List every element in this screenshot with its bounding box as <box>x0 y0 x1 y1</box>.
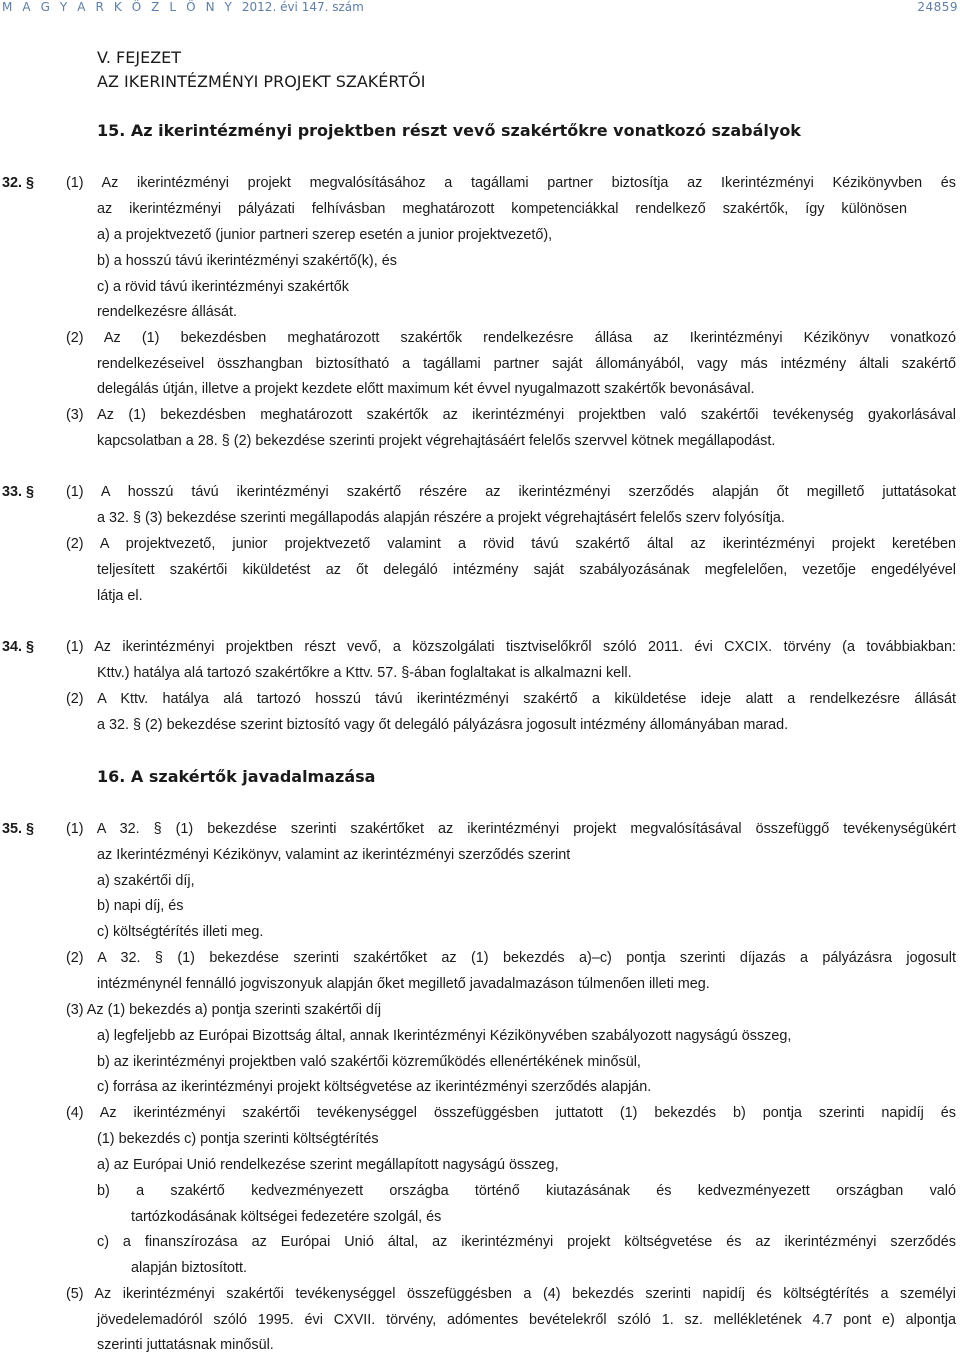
text-line: az ikerintézményi pályázati felhívásban meghatározott kompetenciákkal rendelkező szakértők, így különösen <box>97 201 907 217</box>
chapter-title: AZ IKERINTÉZMÉNYI PROJEKT SZAKÉRTŐI <box>97 72 426 91</box>
text-line: (2) A Kttv. hatálya alá tartozó hosszú távú ikerintézményi szakértő a kiküldetése ideje alatt a rendelkezésre állását <box>66 691 956 707</box>
paragraph-number-32: 32. § <box>2 175 35 191</box>
text-line: teljesített szakértői kiküldetést az őt delegáló intézmény saját szabályozásának megfelelően, vezetője engedélyével <box>97 562 956 578</box>
section-15-title: 15. Az ikerintézményi projektben részt vevő szakértőkre vonatkozó szabályok <box>97 121 801 140</box>
text-line: rendelkezéseivel összhangban biztosítható a tagállami partner saját állományából, vagy más intézmény általi szakértő <box>97 356 956 372</box>
text-line: (2) A projektvezető, junior projektvezető valamint a rövid távú szakértő által az ikerintézményi projekt keretében <box>66 536 956 552</box>
text-line: (3) Az (1) bekezdésben meghatározott szakértők az ikerintézményi projektben való szakértői tevékenység gyakorlásával <box>66 407 956 423</box>
text-line: (1) A hosszú távú ikerintézményi szakértő részére az ikerintézményi szerződés alapján őt megillető juttatásokat <box>66 484 956 500</box>
text-line: alapján biztosított. <box>131 1260 247 1276</box>
running-header <box>0 0 960 22</box>
text-line: rendelkezésre állását. <box>97 304 237 320</box>
page-number: 24859 <box>917 0 958 14</box>
list-item: b) a szakértő kedvezményezett országba történő kiutazásának és kedvezményezett országban való <box>97 1183 956 1199</box>
text-line: látja el. <box>97 588 143 604</box>
text-line: szerinti juttatásnak minősül. <box>97 1337 274 1353</box>
list-item: c) a finanszírozása az Európai Unió által, az ikerintézményi projekt költségvetése és az ikerintézményi szerződés <box>97 1234 956 1250</box>
list-item: a) a projektvezető (junior partneri szerep esetén a junior projektvezető), <box>97 227 553 243</box>
list-item: c) költségtérítés illeti meg. <box>97 924 264 940</box>
text-line: (5) Az ikerintézményi szakértői tevékenységgel összefüggésben a (4) bekezdés szerinti napidíj és költségtérítés a személyi <box>66 1286 956 1302</box>
section-16-title: 16. A szakértők javadalmazása <box>97 767 376 786</box>
paragraph-number-34: 34. § <box>2 639 35 655</box>
text-line: jövedelemadóról szóló 1995. évi CXVII. törvény, adómentes bevételekről szóló 1. sz. mellékletének 4.7 pont e) alpontja <box>97 1312 956 1328</box>
text-line: kapcsolatban a 28. § (2) bekezdése szerinti projekt végrehajtásáért felelős szervvel kötnek megállapodást. <box>97 433 776 449</box>
text-line: tartózkodásának költségei fedezetére szolgál, és <box>131 1209 442 1225</box>
journal-title: M A G Y A R K Ö Z L Ö N Y 2012. évi 147. szám <box>2 0 364 14</box>
text-line: (1) Az ikerintézményi projektben részt vevő, a közszolgálati tisztviselőkről szóló 2011. évi CXCIX. törvény (a továbbiakban: <box>66 639 956 655</box>
list-item: a) szakértői díj, <box>97 873 195 889</box>
list-item: a) az Európai Unió rendelkezése szerint megállapított nagyságú összeg, <box>97 1157 559 1173</box>
text-line: intézménynél fennálló jogviszonyuk alapján őket megillető javadalmazáson túlmenően illeti meg. <box>97 976 710 992</box>
paragraph-number-35: 35. § <box>2 821 35 837</box>
list-item: c) forrása az ikerintézményi projekt költségvetése az ikerintézményi szerződés alapján. <box>97 1079 652 1095</box>
chapter-number: V. FEJEZET <box>97 48 182 67</box>
text-line: delegálás útján, illetve a projekt kezdete előtt maximum két évvel nyugalmazott szakértők bevonásával. <box>97 381 755 397</box>
text-line: (3) Az (1) bekezdés a) pontja szerinti szakértői díj <box>66 1002 382 1018</box>
list-item: b) a hosszú távú ikerintézményi szakértő(k), és <box>97 253 397 269</box>
text-line: az Ikerintézményi Kézikönyv, valamint az ikerintézményi szerződés szerint <box>97 847 571 863</box>
text-line: (4) Az ikerintézményi szakértői tevékenységgel összefüggésben juttatott (1) bekezdés b) pontja szerinti napidíj és <box>66 1105 956 1121</box>
paragraph-number-33: 33. § <box>2 484 35 500</box>
text-line: Kttv.) hatálya alá tartozó szakértőkre a Kttv. 57. §-ában foglaltakat is alkalmazni kell. <box>97 665 632 681</box>
text-line: (2) A 32. § (1) bekezdése szerinti szakértőket az (1) bekezdés a)–c) pontja szerinti díjazás a pályázásra jogosult <box>66 950 956 966</box>
text-line: a 32. § (2) bekezdése szerint biztosító vagy őt delegáló pályázásra jogosult intézmény állományában marad. <box>97 717 789 733</box>
text-line: (1) bekezdés c) pontja szerinti költségtérítés <box>97 1131 379 1147</box>
list-item: b) napi díj, és <box>97 898 184 914</box>
list-item: c) a rövid távú ikerintézményi szakértők <box>97 279 349 295</box>
list-item: a) legfeljebb az Európai Bizottság által, annak Ikerintézményi Kézikönyvében szabályozott nagyságú összeg, <box>97 1028 792 1044</box>
list-item: b) az ikerintézményi projektben való szakértői közreműködés ellenértékének minősül, <box>97 1054 641 1070</box>
text-line: a 32. § (3) bekezdése szerinti megállapodás alapján részére a projekt végrehajtásért felelős szerv folyósítja. <box>97 510 785 526</box>
text-line: (1) Az ikerintézményi projekt megvalósításához a tagállami partner biztosítja az Ikerintézményi Kézikönyvben és <box>66 175 956 191</box>
text-line: (1) A 32. § (1) bekezdése szerinti szakértőket az ikerintézményi projekt megvalósításával összefüggő tevékenységükért <box>66 821 956 837</box>
text-line: (2) Az (1) bekezdésben meghatározott szakértők rendelkezésre állása az Ikerintézményi Kézikönyv vonatkozó <box>66 330 956 346</box>
